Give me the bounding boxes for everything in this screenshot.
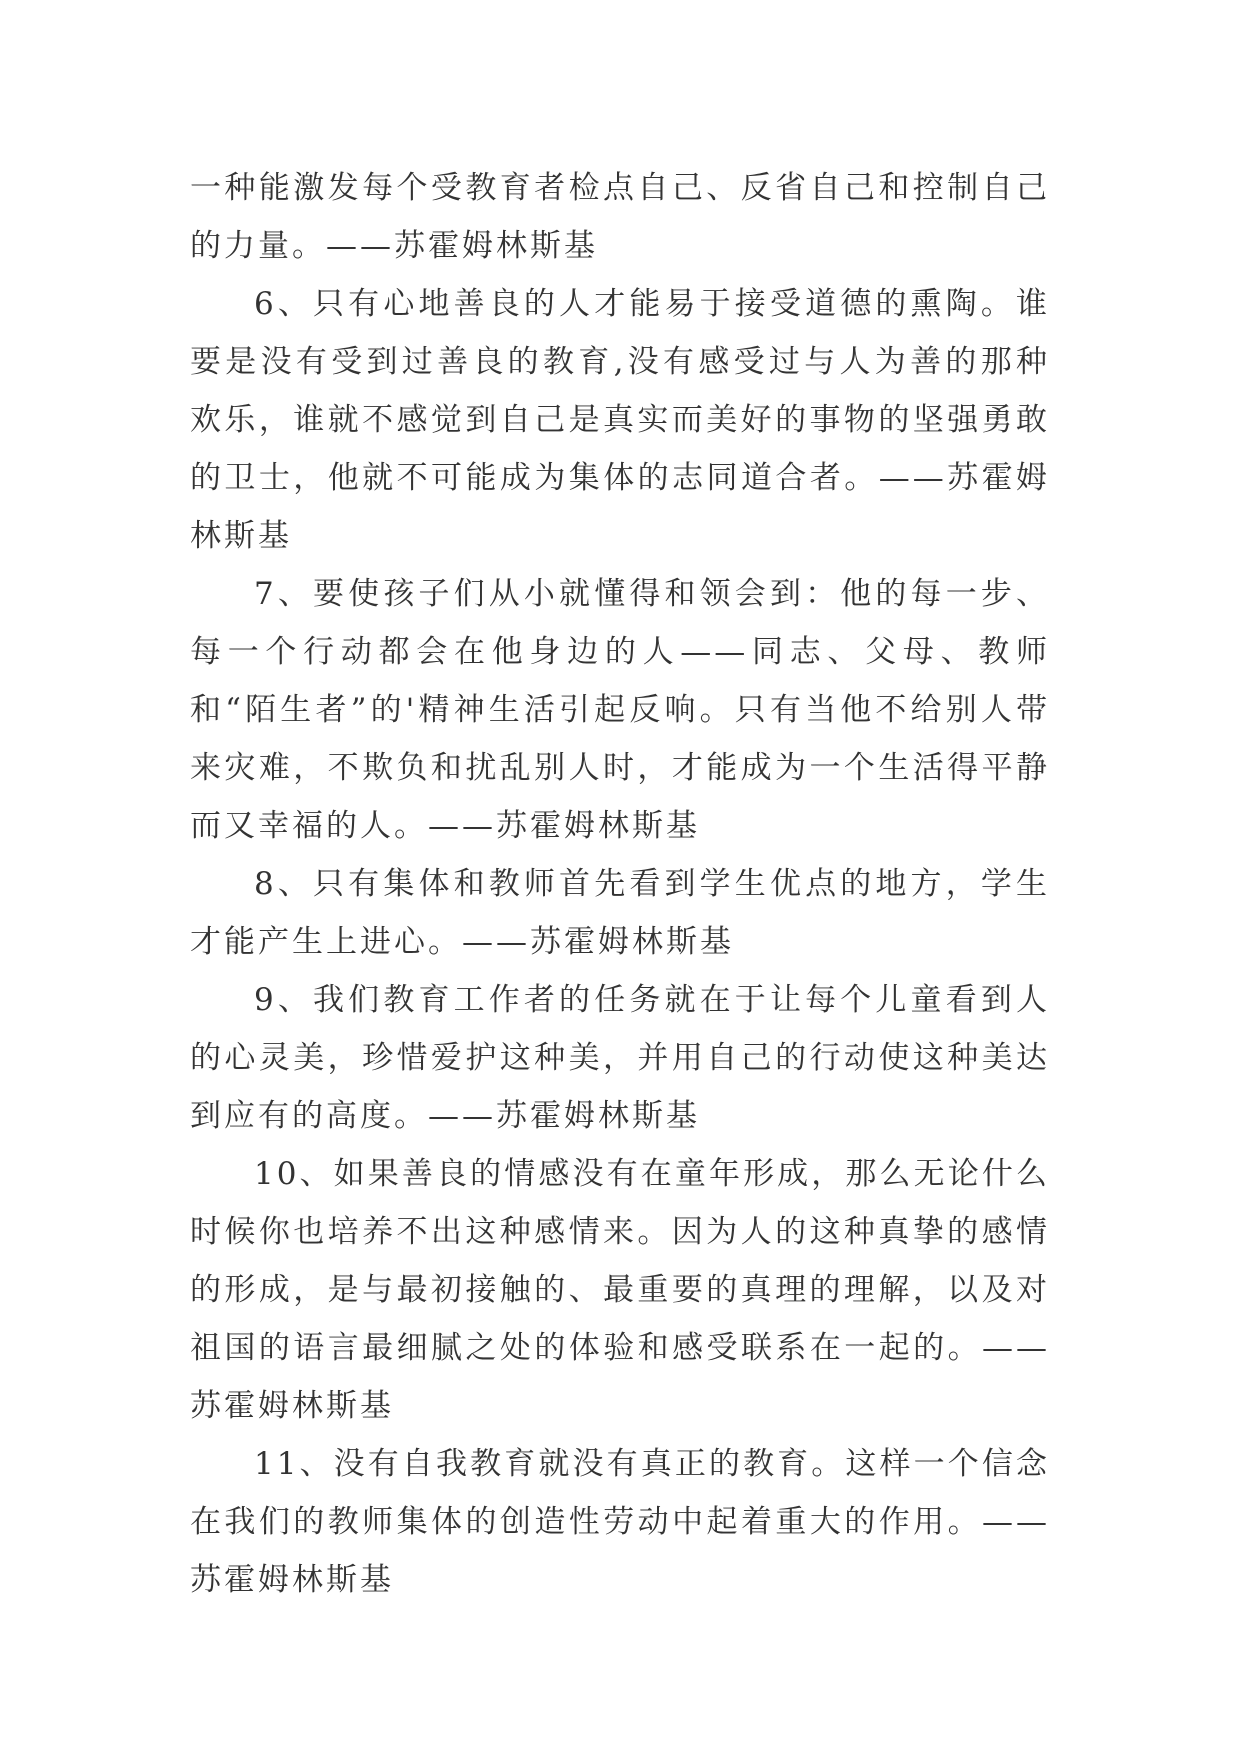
paragraph-continuation: 一种能激发每个受教育者检点自己、反省自己和控制自己的力量。——苏霍姆林斯基 xyxy=(190,170,1050,264)
quote-item-7: 7、要使孩子们从小就懂得和领会到：他的每一步、每一个行动都会在他身边的人——同志、父母、教师和“陌生者”的'精神生活引起反响。只有当他不给别人带来灾难，不欺负和扰乱别人时，才能成为一个生活得平静而又幸福的人。——苏霍姆林斯基 xyxy=(190,576,1050,844)
quote-item-10: 10、如果善良的情感没有在童年形成，那么无论什么时候你也培养不出这种感情来。因为人的这种真挚的感情的形成，是与最初接触的、最重要的真理的理解，以及对祖国的语言最细腻之处的体验和感受联系在一起的。——苏霍姆林斯基 xyxy=(190,1156,1050,1424)
quote-item-9: 9、我们教育工作者的任务就在于让每个儿童看到人的心灵美，珍惜爱护这种美，并用自己的行动使这种美达到应有的高度。——苏霍姆林斯基 xyxy=(190,982,1050,1134)
quote-item-8: 8、只有集体和教师首先看到学生优点的地方，学生才能产生上进心。——苏霍姆林斯基 xyxy=(190,866,1050,960)
document-body xyxy=(190,159,1050,1609)
quote-item-6: 6、只有心地善良的人才能易于接受道德的熏陶。谁要是没有受到过善良的教育,没有感受过与人为善的那种欢乐，谁就不感觉到自己是真实而美好的事物的坚强勇敢的卫士，他就不可能成为集体的志同道合者。——苏霍姆林斯基 xyxy=(190,286,1050,554)
quote-item-11: 11、没有自我教育就没有真正的教育。这样一个信念在我们的教师集体的创造性劳动中起着重大的作用。——苏霍姆林斯基 xyxy=(190,1446,1050,1598)
